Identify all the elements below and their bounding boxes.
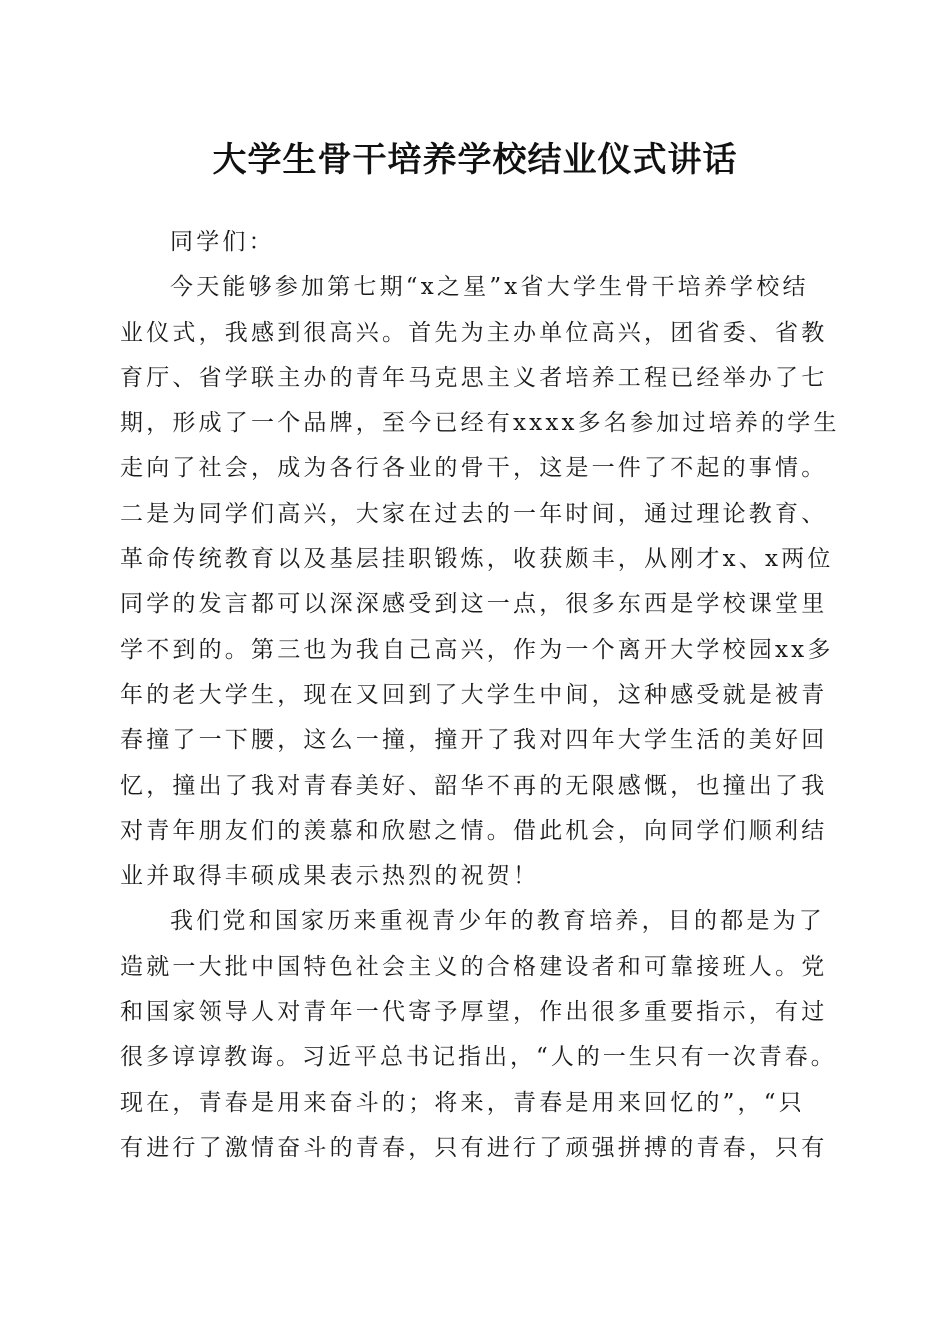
body-line: 对青年朋友们的羡慕和欣慰之情。借此机会，向同学们顺利结: [120, 817, 828, 844]
body-line: 同学的发言都可以深深感受到这一点，很多东西是学校课堂里: [120, 591, 828, 618]
body-line: 造就一大批中国特色社会主义的合格建设者和可靠接班人。党: [120, 953, 828, 980]
body-line: 有进行了激情奋斗的青春，只有进行了顽强拼搏的青春，只有: [120, 1134, 828, 1161]
document-body: [120, 220, 840, 1171]
body-line: 业并取得丰硕成果表示热烈的祝贺！: [120, 863, 540, 890]
document-title: 大学生骨干培养学校结业仪式讲话: [212, 140, 738, 180]
body-line: 学不到的。第三也为我自己高兴，作为一个离开大学校园xx多: [120, 636, 834, 663]
body-line: 今天能够参加第七期“x之星”x省大学生骨干培养学校结: [170, 274, 809, 301]
body-line: 很多谆谆教诲。习近平总书记指出，“人的一生只有一次青春。: [120, 1044, 837, 1071]
body-line: 忆，撞出了我对青春美好、韶华不再的无限感慨，也撞出了我: [120, 772, 828, 799]
body-line: 现在，青春是用来奋斗的；将来，青春是用来回忆的”，“只: [120, 1089, 805, 1116]
body-line: 业仪式，我感到很高兴。首先为主办单位高兴，团省委、省教: [120, 319, 828, 346]
body-line: 革命传统教育以及基层挂职锻炼，收获颇丰，从刚才x、x两位: [120, 546, 834, 573]
body-line: 同学们：: [170, 229, 275, 255]
body-line: 年的老大学生，现在又回到了大学生中间，这种感受就是被青: [120, 681, 828, 708]
body-line: 春撞了一下腰，这么一撞，撞开了我对四年大学生活的美好回: [120, 727, 828, 754]
body-line: 育厅、省学联主办的青年马克思主义者培养工程已经举办了七: [120, 364, 828, 391]
body-line: 和国家领导人对青年一代寄予厚望，作出很多重要指示，有过: [120, 999, 828, 1026]
body-line: 我们党和国家历来重视青少年的教育培养，目的都是为了: [170, 908, 825, 935]
body-line: 期，形成了一个品牌，至今已经有xxxx多名参加过培养的学生: [120, 410, 840, 437]
body-line: 走向了社会，成为各行各业的骨干，这是一件了不起的事情。: [120, 455, 828, 482]
body-line: 二是为同学们高兴，大家在过去的一年时间，通过理论教育、: [120, 500, 828, 527]
